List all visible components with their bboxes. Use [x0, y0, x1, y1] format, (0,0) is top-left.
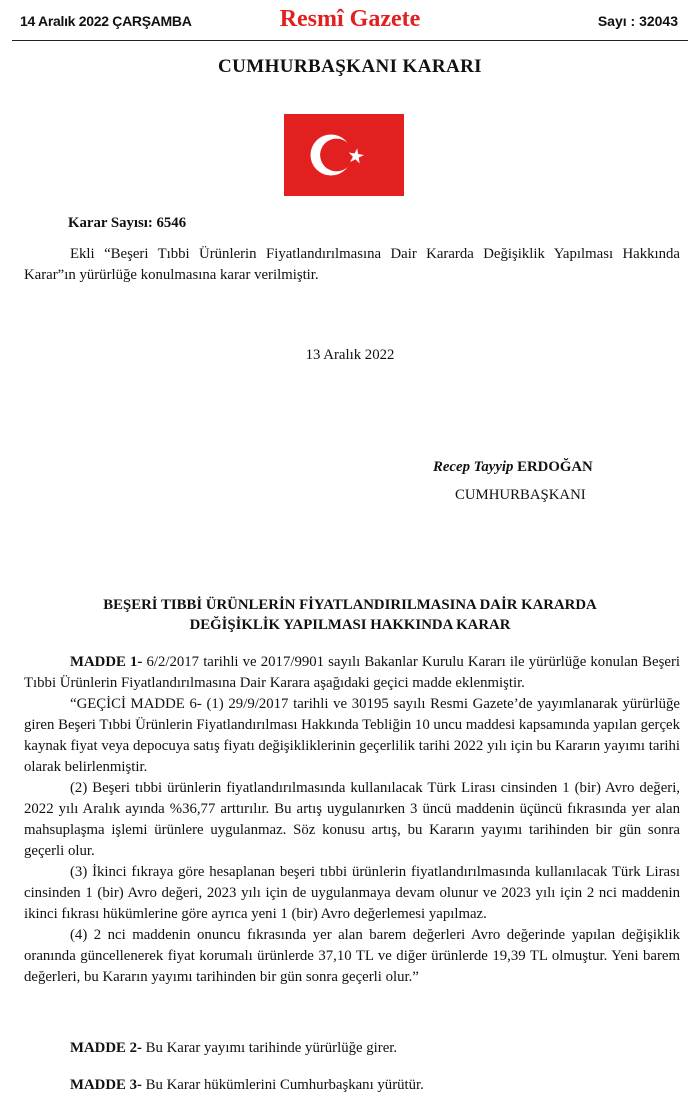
annex-body	[24, 652, 680, 988]
issue-number: Sayı : 32043	[597, 13, 678, 29]
article-2	[24, 1038, 680, 1059]
decree-title: CUMHURBAŞKANI KARARI	[218, 56, 482, 77]
provisional-article-para-1: “GEÇİCİ MADDE 6- (1) 29/9/2017 tarihli ve 30195 sayılı Resmi Gazete’de yayımlanarak yürürlüğe giren Beşeri Tıbbi Ürünlerin Fiyatlandırılması Hakkında Tebliğin 10 uncu maddesi kapsamında yapılan gerçek kaynak fiyat veya depocuya satış fiyatı değişikliklerinin geçerlilik tarihi 2022 yılı için bu Kararın yayımı tarihi olarak belirlenmiştir.	[24, 696, 680, 775]
provisional-article-para-3: (3) İkinci fıkraya göre hesaplanan beşeri tıbbi ürünlerin fiyatlandırılmasında kullanılacak Türk Lirası cinsinden 1 (bir) Avro değeri, 2023 yılı için de uygulanmaya devam olunur ve 2023 yılı için 2 nci maddenin ikinci fıkrası hükümlerine göre ayrıca yeni 1 (bir) Avro değerlemesi yapılmaz.	[24, 864, 680, 922]
provisional-article-para-2: (2) Beşeri tıbbi ürünlerin fiyatlandırılmasında kullanılacak Türk Lirası cinsinden 1 (bir) Avro değeri, 2022 yılı Aralık ayında %36,77 arttırılır. Bu artış uygulanırken 3 üncü maddenin üçüncü fıkrasında yer alan mahsuplaşma işlemi ürünlere uygulanmaz. Söz konusu artış, bu Kararın yayımı tarihinden bir gün sonra geçerli olur.	[24, 780, 680, 859]
header-date: 14 Aralık 2022 ÇARŞAMBA	[20, 13, 192, 29]
article-1-text: 6/2/2017 tarihli ve 2017/9901 sayılı Bakanlar Kurulu Kararı ile yürürlüğe konulan Beşeri Tıbbi Ürünlerin Fiyatlandırılmasına Dair Karara aşağıdaki geçici madde eklenmiştir.	[24, 654, 680, 691]
article-3	[24, 1075, 680, 1096]
article-1	[24, 652, 680, 694]
gazette-header	[0, 0, 700, 40]
signature-role: CUMHURBAŞKANI	[455, 487, 586, 503]
annex-title-line-2: DEĞİŞİKLİK YAPILMASI HAKKINDA KARAR	[189, 617, 511, 633]
signature-first-name: Recep Tayyip	[433, 459, 518, 475]
provisional-article-para-4: (4) 2 nci maddenin onuncu fıkrasında yer alan barem değerleri Avro değerinde yapılan değişiklik oranında güncellenerek fiyat korumalı ürünlerde 37,10 TL ve diğer ürünlerde 19,39 TL olmuştur. Yeni barem değerleri, bu Kararın yayımı tarihinden bir gün sonra geçerli olur.”	[24, 927, 680, 985]
annex-title-line-1: BEŞERİ TIBBİ ÜRÜNLERİN FİYATLANDIRILMASINA DAİR KARARDA	[103, 597, 597, 613]
signature-surname: ERDOĞAN	[517, 459, 593, 475]
article-2-label: MADDE 2-	[70, 1040, 142, 1056]
signature-name	[433, 457, 693, 478]
intro-paragraph: Ekli “Beşeri Tıbbi Ürünlerin Fiyatlandırılmasına Dair Kararda Değişiklik Yapılması Hakkında Karar”ın yürürlüğe konulmasına karar verilmiştir.	[24, 246, 680, 283]
article-3-text: Bu Karar hükümlerini Cumhurbaşkanı yürütür.	[141, 1077, 424, 1093]
article-3-label: MADDE 3-	[70, 1077, 142, 1093]
article-2-text: Bu Karar yayımı tarihinde yürürlüğe girer.	[141, 1040, 398, 1056]
decision-number: Karar Sayısı: 6546	[68, 215, 187, 231]
turkish-flag-icon	[284, 114, 404, 196]
article-1-label: MADDE 1-	[70, 654, 143, 670]
gazette-title: Resmî Gazete	[279, 6, 421, 32]
header-divider	[12, 40, 688, 41]
decision-date: 13 Aralık 2022	[305, 347, 395, 363]
